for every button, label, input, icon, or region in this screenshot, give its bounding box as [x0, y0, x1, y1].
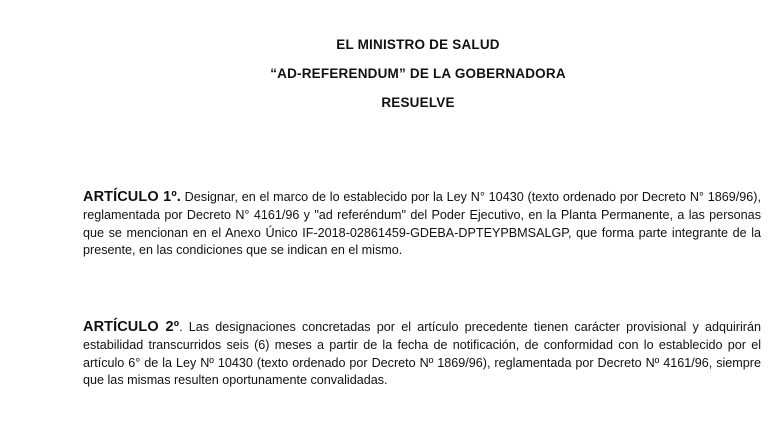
article-1	[83, 189, 761, 260]
article-1-text: Designar, en el marco de lo establecido por la Ley N° 10430 (texto ordenado por Decreto N° 1869/96), reglamentada por Decreto N° 4161/96 y "ad referéndum" del Poder Ejecutivo, en la Planta Permanente, a las personas que se mencionan en el Anexo Único IF-2018-02861459-GDEBA-DPTEYPBMSALGP, que forma parte integrante de la presente, en las condiciones que se indican en el mismo.	[83, 190, 761, 258]
heading-ad-referendum: “AD-REFERENDUM” DE LA GOBERNADORA	[270, 66, 566, 81]
heading-minister: EL MINISTRO DE SALUD	[336, 37, 500, 52]
article-1-label: ARTÍCULO 1º.	[83, 189, 181, 205]
article-2-label: ARTÍCULO 2º	[83, 319, 180, 335]
article-2	[83, 319, 761, 390]
heading-resuelve: RESUELVE	[381, 95, 455, 110]
article-2-text: . Las designaciones concretadas por el artículo precedente tienen carácter provisional y adquirirán estabilidad transcurridos seis (6) meses a partir de la fecha de notificación, de conformidad con lo establecido por el artículo 6° de la Ley Nº 10430 (texto ordenado por Decreto Nº 1869/96), reglamentada por Decreto Nº 4161/96, siempre que las mismas resulten oportunamente convalidadas.	[83, 320, 761, 388]
